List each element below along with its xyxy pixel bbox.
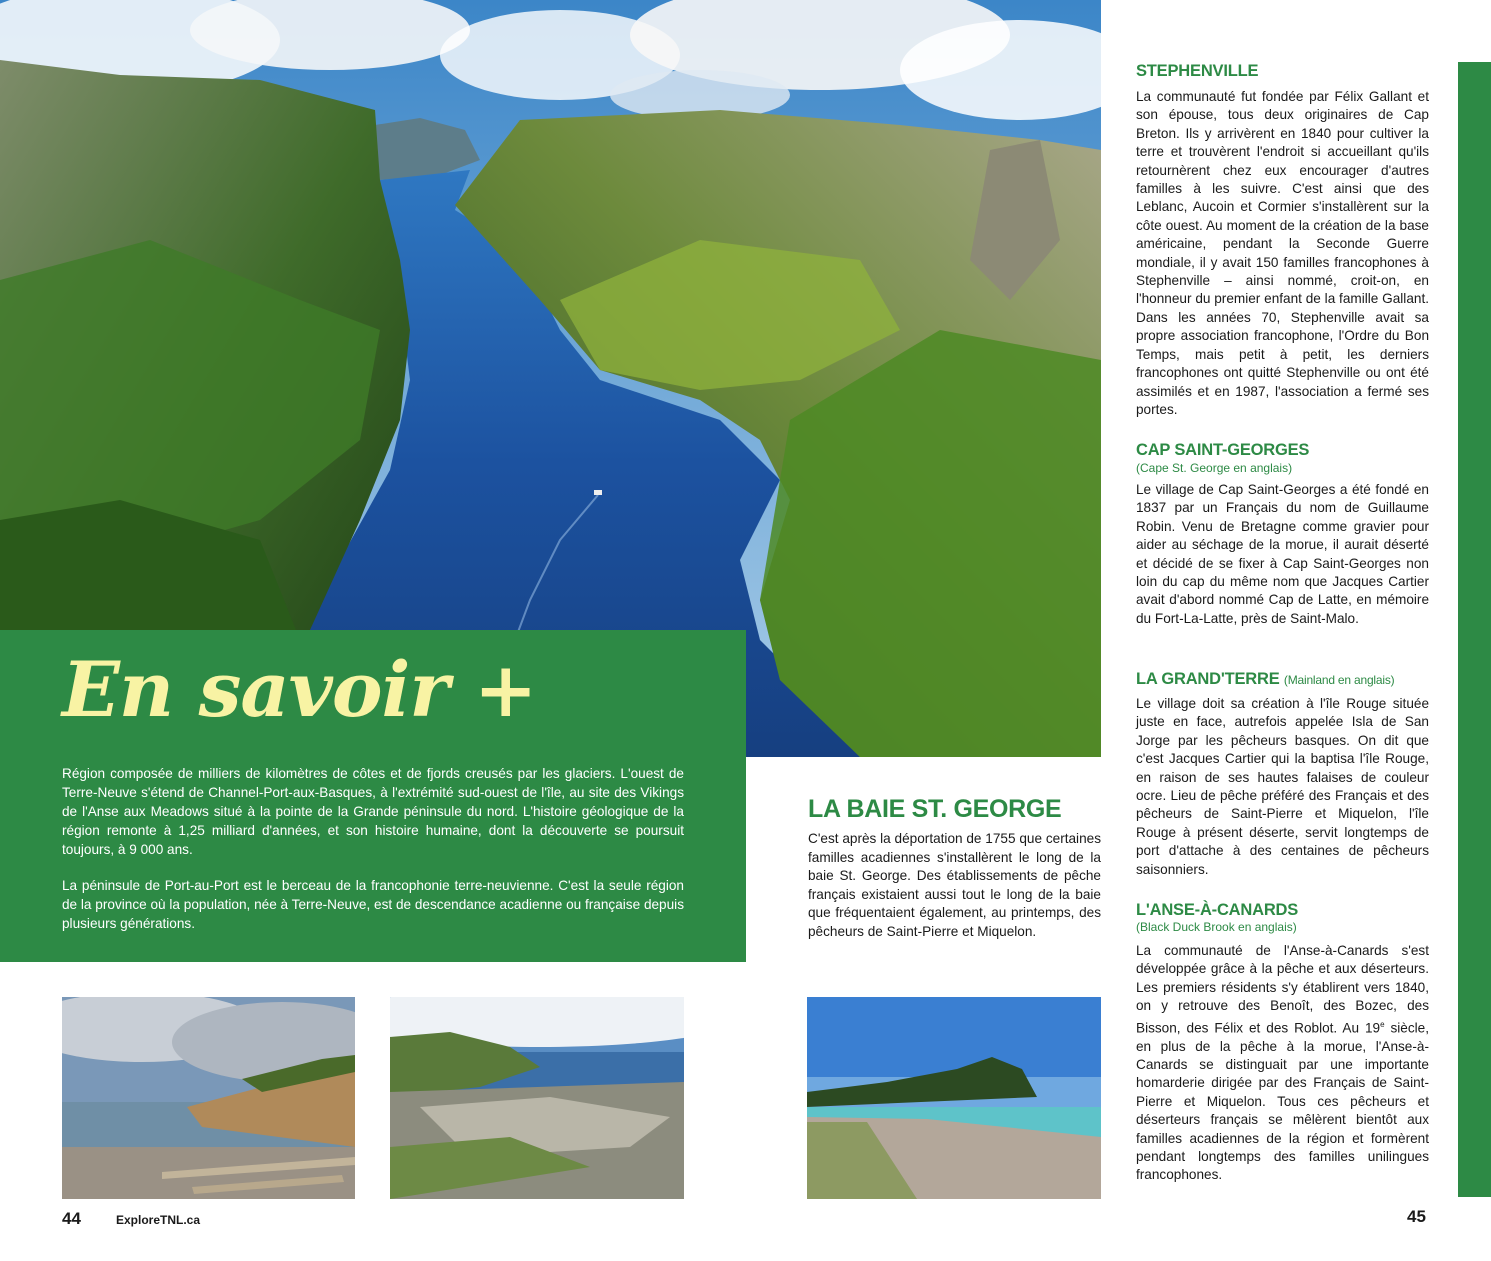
- site-url: ExploreTNL.ca: [116, 1213, 201, 1227]
- info-paragraph-1: Région composée de milliers de kilomètres de côtes et de fjords creusés par les glaciers. L'ouest de Terre-Neuve s'étend de Channel-Port-aux-Basques, à l'extrémité sud-ouest de l'île, au site des Vikings de l'Anse aux Meadows situé à la pointe de la Grande péninsule du nord. L'histoire géologique de la région remonte à 1,25 milliard d'années, et son histoire humaine, dont la découverte se poursuit toujours, à 9 000 ans.: [62, 766, 684, 857]
- anse-text-a: La communauté de l'Anse-à-Canards s'est développée grâce à la pêche et aux déserteurs. Les premiers résidents s'y établirent vers 1840, on y retrouve des Benoît, des Bozec, des Bisson, des Félix et des Roblot. Au 19: [1136, 943, 1429, 1036]
- page-number-left: 44: [62, 1209, 81, 1228]
- grandterre-subtitle: (Mainland en anglais): [1283, 673, 1395, 687]
- anse-text: [1136, 942, 1429, 1185]
- anse-text-b: siècle, en plus de la pêche à la morue, l'Anse-à-Canards se distinguait par une importante homarderie dirigée par des Français de Saint-Pierre et Miquelon. Tous ces pêcheurs et déserteurs français se mêlèrent bientôt aux familles acadiennes de la région et formèrent pendant longtemps des familles unilingues francophones.: [1136, 1020, 1429, 1183]
- photo-rocky-shore: [390, 997, 684, 1199]
- cap-text: Le village de Cap Saint-Georges a été fondé en 1837 par un Français du nom de Guillaume Robin. Venu de Bretagne comme gravier pour aider au séchage de la morue, il aurait déserté et décidé de se fixer à Cap Saint-Georges non loin du cap du même nom que Jacques Cartier avait d'abord nommé Cap de Latte, en mémoire du Fort-La-Latte, près de Saint-Malo.: [1136, 482, 1429, 626]
- side-accent-bar: [1458, 62, 1491, 1197]
- photo-beach-headland: [807, 997, 1101, 1199]
- stephenville-text: La communauté fut fondée par Félix Gallant et son épouse, tous deux originaires de Cap Breton. Ils y arrivèrent en 1840 pour cultiver la terre et trouvèrent l'endroit si accueillant qu'ils retournèrent chez eux encourager d'autres familles à les suivre. C'est ainsi que des Leblanc, Aucoin et Cormier s'installèrent sur la côte ouest. Au moment de la création de la base américaine, pendant la Seconde Guerre mondiale, il y avait 150 familles francophones à Stephenville – ainsi nommé, croit-on, en l'honneur du premier enfant de la famille Gallant. Dans les années 70, Stephenville avait sa propre association francophone, l'Ordre du Bon Temps, mais petit à petit, les derniers francophones ont quitté Stephenville ou ont été assimilés et en 1987, l'association a fermé ses portes.: [1136, 89, 1429, 417]
- stephenville-heading: STEPHENVILLE: [1136, 62, 1259, 80]
- grandterre-text: Le village doit sa création à l'île Rouge située juste en face, autrefois appelée Isla de San Jorge par les pêcheurs basques. On dit que c'est Jacques Cartier qui la baptisa l'île Rouge, en raison de ses hautes falaises de couleur ocre. Lieu de pêche préféré des Français et des pêcheurs de Saint-Pierre et Miquelon, l'île Rouge à présent déserte, servit longtemps de port d'attache à des centaines de pêcheurs saisonniers.: [1136, 696, 1429, 877]
- info-box-title: En savoir +: [62, 645, 537, 734]
- anse-heading: L'ANSE-À-CANARDS: [1136, 901, 1299, 919]
- anse-text-sup: e: [1380, 1019, 1385, 1029]
- photo-coast-cliff: [62, 997, 355, 1199]
- grandterre-title: LA GRAND'TERRE: [1136, 670, 1280, 688]
- cap-heading: CAP SAINT-GEORGES: [1136, 441, 1310, 459]
- info-paragraph-2: La péninsule de Port-au-Port est le berceau de la francophonie terre-neuvienne. C'est la seule région de la province où la population, née à Terre-Neuve, est de descendance acadienne ou française depuis plusieurs générations.: [62, 878, 684, 931]
- grandterre-heading: [1136, 670, 1394, 689]
- baie-heading: LA BAIE ST. GEORGE: [808, 795, 1062, 823]
- anse-subtitle: (Black Duck Brook en anglais): [1136, 920, 1297, 934]
- baie-text: C'est après la déportation de 1755 que certaines familles acadiennes s'installèrent le long de la baie St. George. Des établissements de pêche français existaient aussi tout le long de la baie que fréquentaient également, au printemps, des pêcheurs de Saint-Pierre et Miquelon.: [808, 831, 1101, 939]
- cap-subtitle: (Cape St. George en anglais): [1136, 461, 1293, 475]
- page-number-right: 45: [1407, 1207, 1426, 1226]
